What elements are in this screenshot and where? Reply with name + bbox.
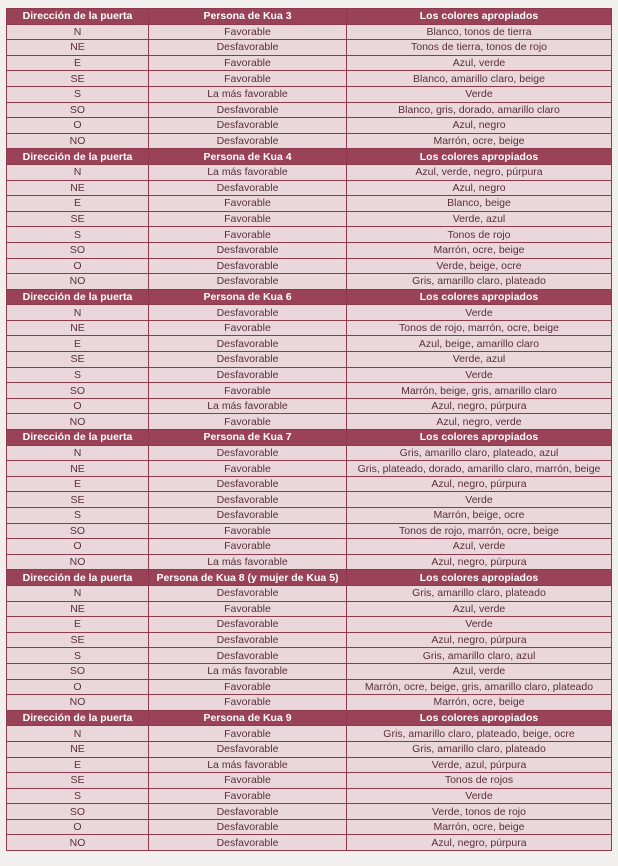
header-kua-person: Persona de Kua 9 [149,710,347,726]
table-row [7,476,612,492]
header-door-direction: Dirección de la puerta [7,289,149,305]
cell-colors: Verde [347,788,612,804]
cell-direction: SO [7,102,149,118]
cell-direction: S [7,86,149,102]
cell-colors: Azul, beige, amarillo claro [347,336,612,352]
cell-direction: S [7,788,149,804]
cell-direction: NO [7,133,149,149]
cell-favorability: Desfavorable [149,180,347,196]
table-row [7,242,612,258]
cell-favorability: Desfavorable [149,508,347,524]
header-appropriate-colors: Los colores apropiados [347,149,612,165]
table-row [7,585,612,601]
cell-favorability: Desfavorable [149,118,347,134]
cell-colors: Azul, verde [347,663,612,679]
cell-direction: NE [7,40,149,56]
table-row [7,40,612,56]
header-appropriate-colors: Los colores apropiados [347,9,612,25]
cell-favorability: Desfavorable [149,258,347,274]
cell-colors: Verde [347,367,612,383]
table-row [7,180,612,196]
cell-favorability: Desfavorable [149,648,347,664]
cell-favorability: Desfavorable [149,835,347,851]
cell-favorability: Desfavorable [149,274,347,290]
cell-direction: S [7,227,149,243]
table-row [7,773,612,789]
header-kua-person: Persona de Kua 6 [149,289,347,305]
cell-favorability: Desfavorable [149,819,347,835]
cell-colors: Gris, amarillo claro, azul [347,648,612,664]
table-row [7,601,612,617]
cell-favorability: La más favorable [149,86,347,102]
cell-colors: Verde, tonos de rojo [347,804,612,820]
table-row [7,726,612,742]
cell-favorability: Desfavorable [149,632,347,648]
cell-colors: Azul, negro [347,180,612,196]
cell-direction: S [7,508,149,524]
cell-colors: Azul, negro, púrpura [347,632,612,648]
table-row [7,227,612,243]
cell-direction: N [7,305,149,321]
cell-favorability: Favorable [149,211,347,227]
table-row [7,757,612,773]
cell-direction: NE [7,180,149,196]
header-door-direction: Dirección de la puerta [7,149,149,165]
cell-colors: Blanco, amarillo claro, beige [347,71,612,87]
cell-direction: S [7,648,149,664]
cell-colors: Tonos de rojo, marrón, ocre, beige [347,523,612,539]
cell-direction: O [7,819,149,835]
table-row [7,118,612,134]
table-row [7,367,612,383]
cell-colors: Blanco, tonos de tierra [347,24,612,40]
table-row [7,352,612,368]
cell-colors: Marrón, ocre, beige [347,819,612,835]
cell-favorability: Favorable [149,726,347,742]
cell-direction: O [7,679,149,695]
cell-direction: SE [7,773,149,789]
table-row [7,819,612,835]
table-row [7,133,612,149]
cell-favorability: Desfavorable [149,617,347,633]
cell-favorability: Favorable [149,601,347,617]
cell-colors: Gris, amarillo claro, plateado [347,585,612,601]
table-row [7,648,612,664]
cell-colors: Verde [347,86,612,102]
table-row [7,461,612,477]
cell-direction: SO [7,523,149,539]
table-row [7,211,612,227]
cell-colors: Marrón, ocre, beige [347,242,612,258]
header-kua-person: Persona de Kua 8 (y mujer de Kua 5) [149,570,347,586]
cell-favorability: Favorable [149,539,347,555]
table-row [7,102,612,118]
cell-direction: O [7,118,149,134]
section-header-row [7,9,612,25]
cell-direction: N [7,726,149,742]
cell-colors: Tonos de rojo [347,227,612,243]
cell-colors: Azul, verde [347,601,612,617]
cell-colors: Marrón, ocre, beige [347,133,612,149]
table-row [7,523,612,539]
table-row [7,741,612,757]
cell-colors: Verde, azul [347,352,612,368]
table-row [7,445,612,461]
cell-direction: NE [7,320,149,336]
cell-favorability: Desfavorable [149,585,347,601]
header-appropriate-colors: Los colores apropiados [347,710,612,726]
cell-direction: NE [7,741,149,757]
cell-direction: NO [7,414,149,430]
cell-colors: Marrón, beige, gris, amarillo claro [347,383,612,399]
cell-direction: SO [7,804,149,820]
cell-favorability: Desfavorable [149,741,347,757]
cell-direction: SO [7,663,149,679]
cell-favorability: Desfavorable [149,352,347,368]
kua-color-table [6,8,612,851]
cell-direction: E [7,476,149,492]
table-row [7,320,612,336]
cell-favorability: Favorable [149,55,347,71]
cell-direction: SE [7,71,149,87]
cell-favorability: La más favorable [149,757,347,773]
table-row [7,258,612,274]
table-row [7,695,612,711]
cell-colors: Azul, verde [347,539,612,555]
cell-colors: Marrón, ocre, beige, gris, amarillo claro, plateado [347,679,612,695]
cell-direction: SO [7,383,149,399]
cell-favorability: Desfavorable [149,102,347,118]
cell-favorability: Desfavorable [149,40,347,56]
cell-colors: Tonos de rojo, marrón, ocre, beige [347,320,612,336]
cell-colors: Azul, negro, púrpura [347,554,612,570]
cell-colors: Blanco, beige [347,196,612,212]
cell-colors: Verde, azul [347,211,612,227]
header-kua-person: Persona de Kua 3 [149,9,347,25]
header-appropriate-colors: Los colores apropiados [347,289,612,305]
cell-direction: E [7,757,149,773]
table-row [7,508,612,524]
cell-favorability: La más favorable [149,663,347,679]
cell-colors: Blanco, gris, dorado, amarillo claro [347,102,612,118]
cell-favorability: La más favorable [149,554,347,570]
cell-direction: NO [7,274,149,290]
table-row [7,383,612,399]
table-row [7,305,612,321]
cell-colors: Verde, azul, púrpura [347,757,612,773]
cell-direction: SE [7,492,149,508]
cell-direction: NO [7,835,149,851]
cell-colors: Tonos de tierra, tonos de rojo [347,40,612,56]
header-kua-person: Persona de Kua 4 [149,149,347,165]
cell-direction: SO [7,242,149,258]
cell-direction: SE [7,211,149,227]
table-row [7,414,612,430]
table-row [7,196,612,212]
cell-favorability: Favorable [149,196,347,212]
table-row [7,274,612,290]
cell-direction: N [7,164,149,180]
cell-favorability: Favorable [149,523,347,539]
cell-colors: Gris, amarillo claro, plateado [347,274,612,290]
cell-colors: Azul, negro, púrpura [347,835,612,851]
cell-favorability: Desfavorable [149,133,347,149]
table-body [7,9,612,851]
cell-favorability: Favorable [149,383,347,399]
cell-favorability: Favorable [149,461,347,477]
cell-colors: Tonos de rojos [347,773,612,789]
cell-favorability: Desfavorable [149,336,347,352]
cell-colors: Azul, negro, verde [347,414,612,430]
cell-colors: Verde [347,305,612,321]
cell-direction: NO [7,695,149,711]
cell-direction: S [7,367,149,383]
cell-direction: NO [7,554,149,570]
header-door-direction: Dirección de la puerta [7,9,149,25]
section-header-row [7,570,612,586]
cell-direction: E [7,196,149,212]
cell-direction: E [7,55,149,71]
table-row [7,71,612,87]
table-row [7,24,612,40]
cell-favorability: Favorable [149,773,347,789]
cell-direction: NE [7,601,149,617]
table-row [7,492,612,508]
table-row [7,788,612,804]
header-kua-person: Persona de Kua 7 [149,430,347,446]
table-row [7,679,612,695]
cell-favorability: Favorable [149,24,347,40]
table-row [7,804,612,820]
cell-favorability: Desfavorable [149,804,347,820]
header-door-direction: Dirección de la puerta [7,430,149,446]
table-row [7,663,612,679]
cell-colors: Azul, negro [347,118,612,134]
cell-direction: N [7,24,149,40]
cell-colors: Gris, amarillo claro, plateado, azul [347,445,612,461]
table-row [7,617,612,633]
cell-colors: Azul, negro, púrpura [347,398,612,414]
cell-favorability: Desfavorable [149,445,347,461]
cell-colors: Azul, verde, negro, púrpura [347,164,612,180]
header-door-direction: Dirección de la puerta [7,710,149,726]
cell-favorability: Favorable [149,320,347,336]
cell-colors: Marrón, ocre, beige [347,695,612,711]
cell-direction: SE [7,632,149,648]
table-row [7,336,612,352]
cell-colors: Marrón, beige, ocre [347,508,612,524]
cell-favorability: Desfavorable [149,305,347,321]
cell-direction: N [7,445,149,461]
header-appropriate-colors: Los colores apropiados [347,570,612,586]
table-row [7,539,612,555]
cell-favorability: Favorable [149,695,347,711]
table-row [7,632,612,648]
cell-colors: Azul, verde [347,55,612,71]
header-appropriate-colors: Los colores apropiados [347,430,612,446]
table-row [7,835,612,851]
cell-direction: O [7,539,149,555]
cell-favorability: Favorable [149,71,347,87]
table-row [7,398,612,414]
cell-favorability: Desfavorable [149,476,347,492]
cell-favorability: La más favorable [149,398,347,414]
section-header-row [7,430,612,446]
cell-direction: O [7,398,149,414]
cell-direction: O [7,258,149,274]
cell-direction: SE [7,352,149,368]
cell-direction: N [7,585,149,601]
table-row [7,164,612,180]
section-header-row [7,149,612,165]
cell-colors: Gris, plateado, dorado, amarillo claro, marrón, beige [347,461,612,477]
section-header-row [7,289,612,305]
cell-favorability: Desfavorable [149,367,347,383]
cell-direction: E [7,336,149,352]
section-header-row [7,710,612,726]
cell-colors: Verde [347,492,612,508]
cell-direction: NE [7,461,149,477]
cell-favorability: Desfavorable [149,242,347,258]
cell-favorability: Desfavorable [149,492,347,508]
cell-favorability: Favorable [149,788,347,804]
table-row [7,86,612,102]
cell-favorability: Favorable [149,227,347,243]
cell-colors: Verde, beige, ocre [347,258,612,274]
header-door-direction: Dirección de la puerta [7,570,149,586]
cell-colors: Verde [347,617,612,633]
cell-colors: Gris, amarillo claro, plateado, beige, ocre [347,726,612,742]
cell-favorability: La más favorable [149,164,347,180]
cell-favorability: Favorable [149,679,347,695]
cell-colors: Azul, negro, púrpura [347,476,612,492]
cell-colors: Gris, amarillo claro, plateado [347,741,612,757]
table-row [7,55,612,71]
cell-direction: E [7,617,149,633]
cell-favorability: Favorable [149,414,347,430]
table-row [7,554,612,570]
